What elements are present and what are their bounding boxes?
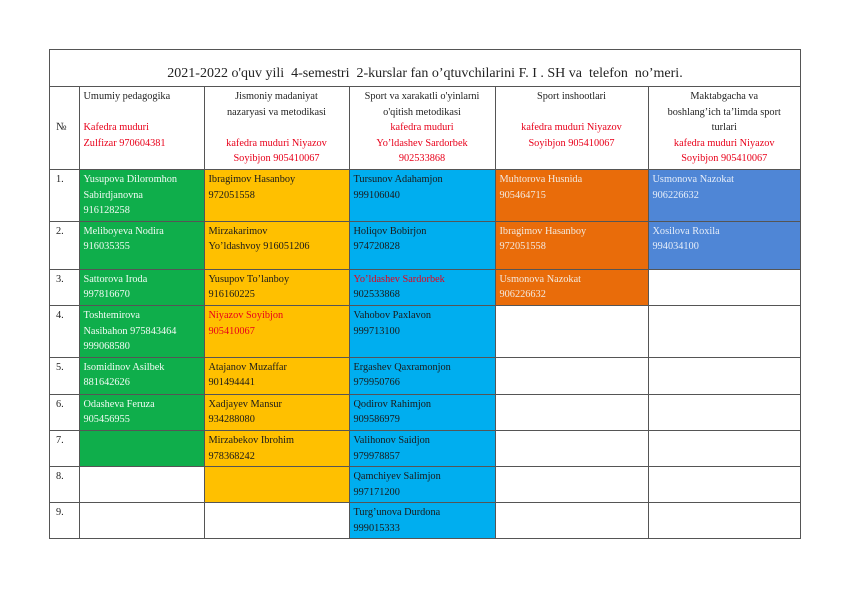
teacher-entry: Usmonova Nazokat 906226632 [652,173,734,201]
header-col-2 [204,87,349,169]
table-cell [648,430,800,466]
teacher-entry: Qodirov Rahimjon 909586979 [353,398,432,426]
table-cell [349,357,495,394]
table-cell [349,394,495,430]
header-col-5-head-1: kafedra muduri Niyazov [673,137,775,149]
table-cell [349,430,495,466]
table-cell [648,269,800,305]
table-cell [349,221,495,269]
table-cell [349,169,495,221]
table-cell [79,394,204,430]
table-cell [648,357,800,394]
teacher-entry: Sattorova Iroda 997816670 [83,273,148,301]
header-col-5 [648,87,800,169]
table-row [50,305,800,357]
teacher-entry: Qamchiyev Salimjon 997171200 [353,471,441,498]
table-row [50,467,800,503]
teacher-entry: Ibragimov Hasanboy 972051558 [208,173,296,201]
table-cell [204,467,349,503]
table-cell [79,221,204,269]
table-row [50,430,800,466]
teacher-entry: Turg’unova Durdona 999015333 [353,507,441,534]
teacher-entry: Mirzakarimov Yo’ldashvoy 916051206 [208,225,310,253]
teacher-entry: Valihonov Saidjon 979978857 [353,434,430,462]
header-col-5-line-3: turlari [711,122,737,134]
table-cell [204,169,349,221]
table-cell [495,221,648,269]
header-col-1 [79,87,204,169]
table-cell [648,394,800,430]
table-cell [495,467,648,503]
teacher-entry: Yusupov To’lanboy 916160225 [208,273,290,301]
table-cell [204,430,349,466]
header-col-2-head-2: Soyibjon 905410067 [233,153,320,165]
row-number: 8. [50,467,79,503]
teacher-entry: Vahobov Paxlavon 999713100 [353,309,432,337]
table-cell [79,169,204,221]
table-cell [648,169,800,221]
teacher-entry: Xosilova Roxila 994034100 [652,225,720,253]
teacher-entry: Yusupova Diloromhon Sabirdjanovna 916128258 [83,173,178,217]
header-col-3 [349,87,495,169]
header-number-symbol: № [50,87,79,169]
teacher-entry: Yo’ldashev Sardorbek [353,273,445,285]
row-number: 6. [50,394,79,430]
table-cell [204,269,349,305]
table-cell [349,503,495,539]
table-row [50,503,800,539]
header-col-2-line-1: Jismoniy madaniyat [235,91,318,102]
teacher-entry: Xadjayev Mansur 934288080 [208,398,282,426]
header-col-5-line-2: boshlang’ich ta’limda sport [667,106,781,118]
table-row [50,269,800,305]
table-cell [204,221,349,269]
row-number: 4. [50,305,79,357]
document-title: 2021-2022 o'quv yili 4-semestri 2-kurslar fan o’qtuvchilarini F. I . SH va telefon no’meri. [50,50,800,87]
header-col-1-line-1: Umumiy pedagogika [83,91,171,102]
header-col-3-line-2: o'qitish metodikasi [383,106,461,118]
table-cell [349,467,495,503]
teacher-entry: Ibragimov Hasanboy 972051558 [499,225,587,253]
teacher-entry: Usmonova Nazokat 906226632 [499,273,581,301]
table-cell [204,503,349,539]
row-number: 2. [50,221,79,269]
table-cell [79,269,204,305]
teacher-entry: Mirzabekov Ibrohim 978368242 [208,434,294,462]
header-row [50,87,800,169]
row-number: 1. [50,169,79,221]
teacher-entry: Isomidinov Asilbek 881642626 [83,361,165,389]
table-cell [648,221,800,269]
teacher-entry: Meliboyeva Nodira 916035355 [83,225,164,253]
teachers-table [50,87,800,538]
teacher-phone: 902533868 [353,289,400,301]
row-number: 5. [50,357,79,394]
table-cell [495,357,648,394]
header-col-4 [495,87,648,169]
teacher-entry: Atajanov Muzaffar 901494441 [208,361,287,389]
table-row [50,357,800,394]
header-col-4-line-2 [500,105,644,121]
header-col-1-head-2: Zulfizar 970604381 [83,137,166,149]
header-col-1-line-2 [84,105,200,121]
header-col-5-line-1: Maktabgacha va [690,91,759,102]
table-row [50,221,800,269]
table-cell [495,169,648,221]
header-col-5-head-2: Soyibjon 905410067 [681,153,768,165]
header-col-3-head-2: Yo’ldashev Sardorbek [376,137,468,149]
header-col-3-line-1: Sport va xarakatli o'yinlarni [364,91,480,102]
teacher-entry: Ergashev Qaxramonjon 979950766 [353,361,451,389]
teacher-entry: Tursunov Adahamjon 999106040 [353,173,443,201]
row-number: 7. [50,430,79,466]
table-row [50,169,800,221]
header-col-1-head-1: Kafedra muduri [83,122,149,134]
table-cell [79,503,204,539]
table-cell [495,269,648,305]
row-number: 3. [50,269,79,305]
header-col-3-head-1: kafedra muduri [390,122,454,134]
table-row [50,394,800,430]
table-cell [79,430,204,466]
document-sheet [49,49,801,539]
teacher-entry: Odasheva Feruza 905456955 [83,398,155,426]
table-cell [495,503,648,539]
table-cell [204,357,349,394]
row-number: 9. [50,503,79,539]
header-col-4-head-1: kafedra muduri Niyazov [521,122,622,134]
table-cell [495,430,648,466]
teacher-entry: Holiqov Bobirjon 974720828 [353,225,427,253]
header-col-4-head-2: Soyibjon 905410067 [528,137,615,149]
table-cell [648,467,800,503]
table-cell [495,305,648,357]
table-cell [648,305,800,357]
table-cell [349,269,495,305]
header-col-3-head-3: 902533868 [398,153,446,165]
table-cell [204,305,349,357]
header-col-4-line-1: Sport inshootlari [537,91,606,102]
table-cell [79,305,204,357]
teacher-entry: Muhtorova Husnida 905464715 [499,173,583,201]
table-cell [204,394,349,430]
table-cell [648,503,800,539]
table-cell [79,467,204,503]
teacher-entry: Toshtemirova Nasibahon 975843464 999068580 [83,309,177,353]
table-cell [79,357,204,394]
header-col-2-line-2: nazaryasi va metodikasi [227,106,326,118]
teacher-entry: Niyazov Soyibjon 905410067 [208,309,284,337]
header-col-2-line-3 [209,120,345,136]
table-cell [495,394,648,430]
header-col-2-head-1: kafedra muduri Niyazov [226,137,327,149]
table-cell [349,305,495,357]
